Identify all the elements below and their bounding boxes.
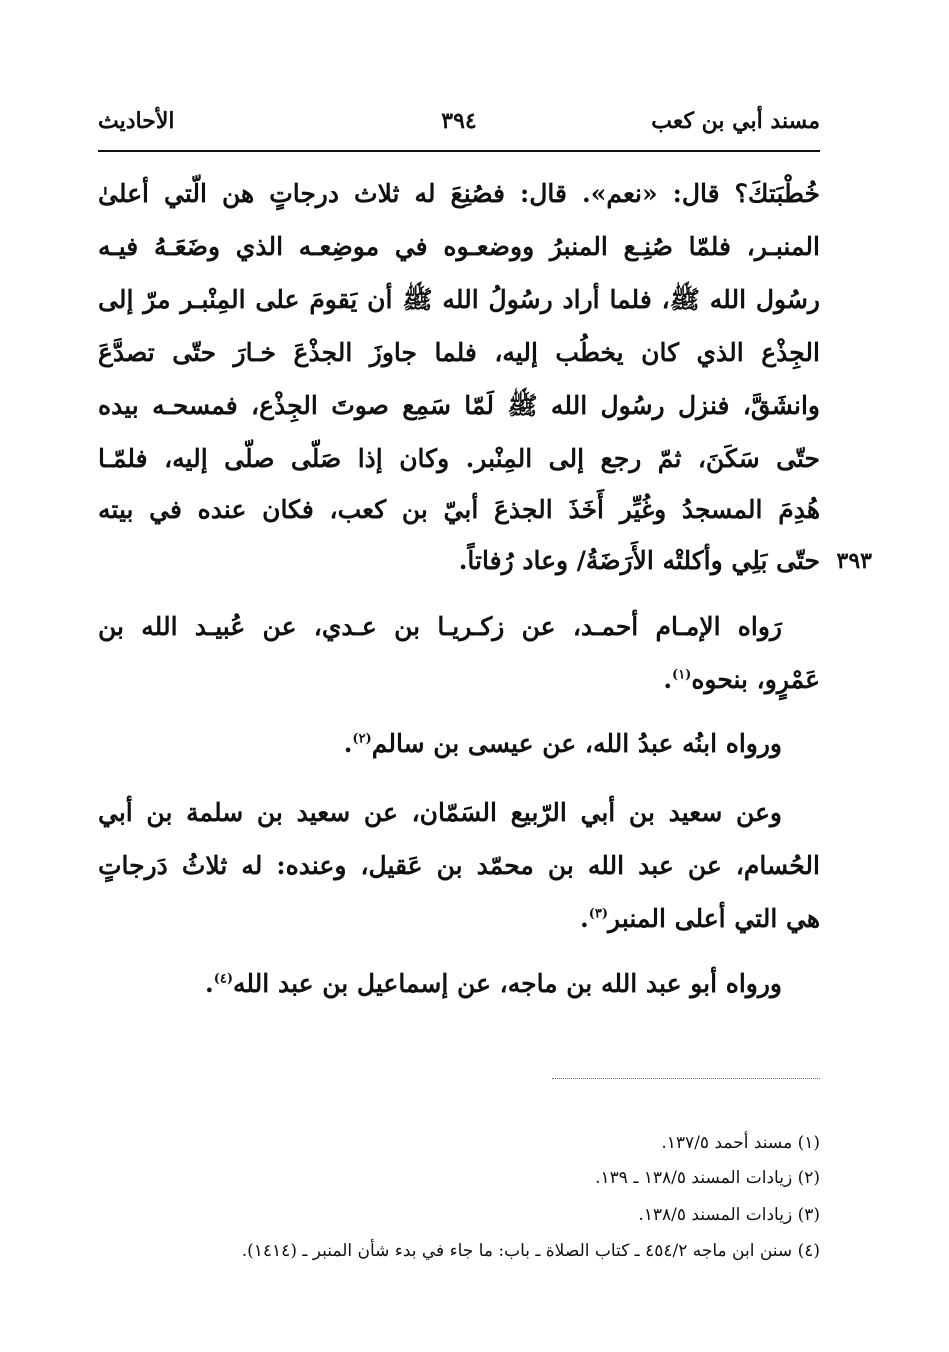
body-line: رَواه الإمـام أحمـد، عن زكـريـا بن عـدي، عن عُبيـد الله بن (98, 612, 782, 641)
body-line: ورواه ابنُه عبدُ الله، عن عيسى بن سالم$^{(٢)}$. (343, 729, 782, 758)
body-line: خُطْبَتكَ؟ قال: «نعم». قال: فصُنِعَ له ثلاث درجاتٍ هن الّتي أعلىٰ (98, 179, 820, 208)
body-line: عَمْرٍو، بنحوه$^{(١)}$. (663, 665, 820, 694)
body-line: هي التي أعلى المنبر$^{(٣)}$. (580, 904, 820, 933)
footnote: (٢) زيادات المسند ١٣٨/٥ ـ ١٣٩. (595, 1168, 820, 1188)
body-line: وعن سعيد بن أبي الرّبيع السَمّان، عن سعيد بن سلمة بن أبي (98, 798, 782, 827)
body-line-text: ورواه ابنُه عبدُ الله، عن عيسى بن سالم (371, 729, 782, 758)
section-title: الأحاديث (98, 108, 175, 134)
body-line: حتّى بَلِي وأكلتْه الأَرَضَةُ/ وعاد رُفاتاً. (458, 546, 820, 575)
book-title: مسند أبي بن كعب (651, 108, 820, 134)
footnote-ref: (٤) (213, 971, 233, 987)
footnote-ref: (٢) (352, 731, 372, 747)
header-rule (98, 150, 820, 152)
body-line: وانشَقَّ، فنزل رسُول الله ﷺ لَمّا سَمِع صوتَ الجِذْع، فمسحـه بيده (98, 391, 820, 420)
body-line-text: ورواه أبو عبد الله بن ماجه، عن إسماعيل بن عبد الله (233, 969, 782, 998)
page-number: ٣٩٤ (441, 108, 477, 134)
body-line: المنبـر، فلمّا صُنِـع المنبرُ ووضعـوه في موضِعـه الذي وضَعَـهُ فيـه (98, 232, 820, 261)
footnote: (١) مسند أحمد ١٣٧/٥. (661, 1133, 820, 1153)
body-line: هُدِمَ المسجدُ وغُيِّر أَخَذَ الجذعَ أبيّ بن كعب، فكان عنده في بيته (98, 495, 820, 524)
margin-page-ref: ٣٩٣ (836, 548, 872, 574)
body-line: الجِذْع الذي كان يخطُب إليه، فلما جاوزَ الجذْعَ خـارَ حتّى تصدَّعَ (98, 338, 820, 367)
footnote: (٣) زيادات المسند ١٣٨/٥. (638, 1205, 820, 1225)
body-line-text: عَمْرٍو، بنحوه (691, 665, 820, 694)
body-line-text: هي التي أعلى المنبر (608, 904, 820, 933)
body-line: حتّى سَكَنَ، ثمّ رجع إلى المِنْبر. وكان إذا صَلّى صلّى إليه، فلمّـا (98, 444, 820, 473)
footnote: (٤) سنن ابن ماجه ٤٥٤/٢ ـ كتاب الصلاة ـ باب: ما جاء في بدء شأن المنبر ـ (١٤١٤). (241, 1241, 820, 1261)
footnote-ref: (١) (672, 667, 692, 683)
body-line: الحُسام، عن عبد الله بن محمّد بن عَقيل، وعنده: له ثلاثُ دَرجاتٍ (98, 851, 820, 880)
footnote-ref: (٣) (588, 906, 609, 922)
footnote-separator (552, 1078, 820, 1079)
body-line: ورواه أبو عبد الله بن ماجه، عن إسماعيل بن عبد الله$^{(٤)}$. (204, 969, 782, 998)
running-header (98, 108, 820, 142)
body-line: رسُول الله ﷺ، فلما أراد رسُولُ الله ﷺ أن يَقومَ على المِنْبـر مرّ إلى (98, 285, 820, 314)
